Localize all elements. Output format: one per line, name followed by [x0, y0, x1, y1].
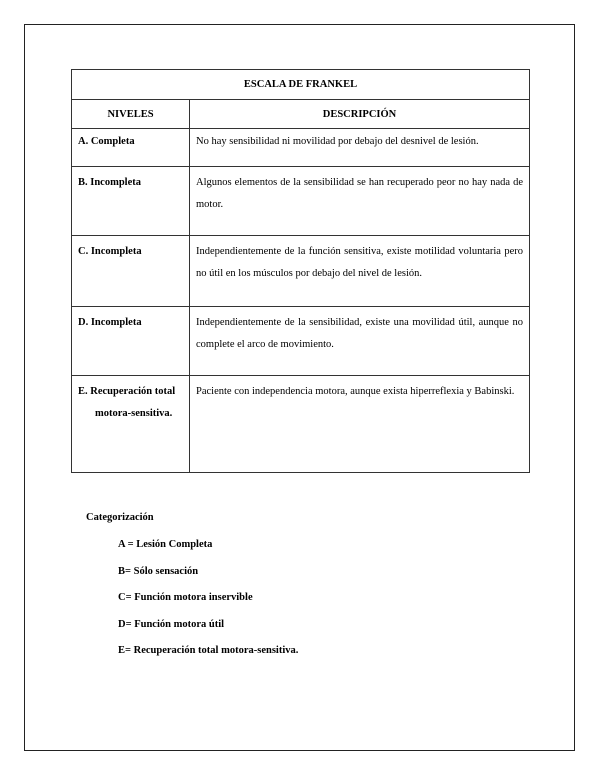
- level-d-label: D. Incompleta: [78, 317, 142, 328]
- header-description: DESCRIPCIÓN: [190, 100, 530, 129]
- level-cell: [72, 376, 190, 473]
- level-e-label: E. Recuperación total motora-sensitiva.: [78, 386, 176, 419]
- description-b: Algunos elementos de la sensibilidad se han recuperado peor no hay nada de motor.: [190, 167, 530, 236]
- level-cell: [72, 167, 190, 236]
- table-title-row: [72, 70, 530, 100]
- level-b-label: B. Incompleta: [78, 177, 141, 188]
- categorization-title: Categorización: [86, 512, 154, 523]
- list-item: E= Recuperación total motora-sensitiva.: [118, 645, 299, 656]
- description-c: Independientemente de la función sensitiva, existe motilidad voluntaria pero no útil en los músculos por debajo del nivel de lesión.: [190, 236, 530, 307]
- list-item: C= Función motora inservible: [118, 592, 253, 603]
- table-row: [72, 167, 530, 236]
- list-item: A = Lesión Completa: [118, 539, 213, 550]
- level-c-label: C. Incompleta: [78, 246, 142, 257]
- description-d: Independientemente de la sensibilidad, existe una movilidad útil, aunque no complete el arco de movimiento.: [190, 307, 530, 376]
- table-row: [72, 376, 530, 473]
- table-title: ESCALA DE FRANKEL: [72, 70, 530, 100]
- description-e: Paciente con independencia motora, aunque exista hiperreflexia y Babinski.: [190, 376, 530, 473]
- description-a: No hay sensibilidad ni movilidad por debajo del desnivel de lesión.: [190, 129, 530, 167]
- level-cell: [72, 307, 190, 376]
- table-row: [72, 236, 530, 307]
- table-header-row: [72, 100, 530, 129]
- level-cell: [72, 236, 190, 307]
- table-row: [72, 129, 530, 167]
- categorization-list: [86, 537, 298, 659]
- level-cell: [72, 129, 190, 167]
- categorization-section: [86, 510, 298, 670]
- header-levels: NIVELES: [72, 100, 190, 129]
- list-item: B= Sólo sensación: [118, 565, 199, 577]
- table-row: [72, 307, 530, 376]
- list-item: D= Función motora útil: [118, 618, 225, 630]
- level-a-label: A. Completa: [78, 136, 135, 147]
- frankel-scale-table: [71, 69, 530, 473]
